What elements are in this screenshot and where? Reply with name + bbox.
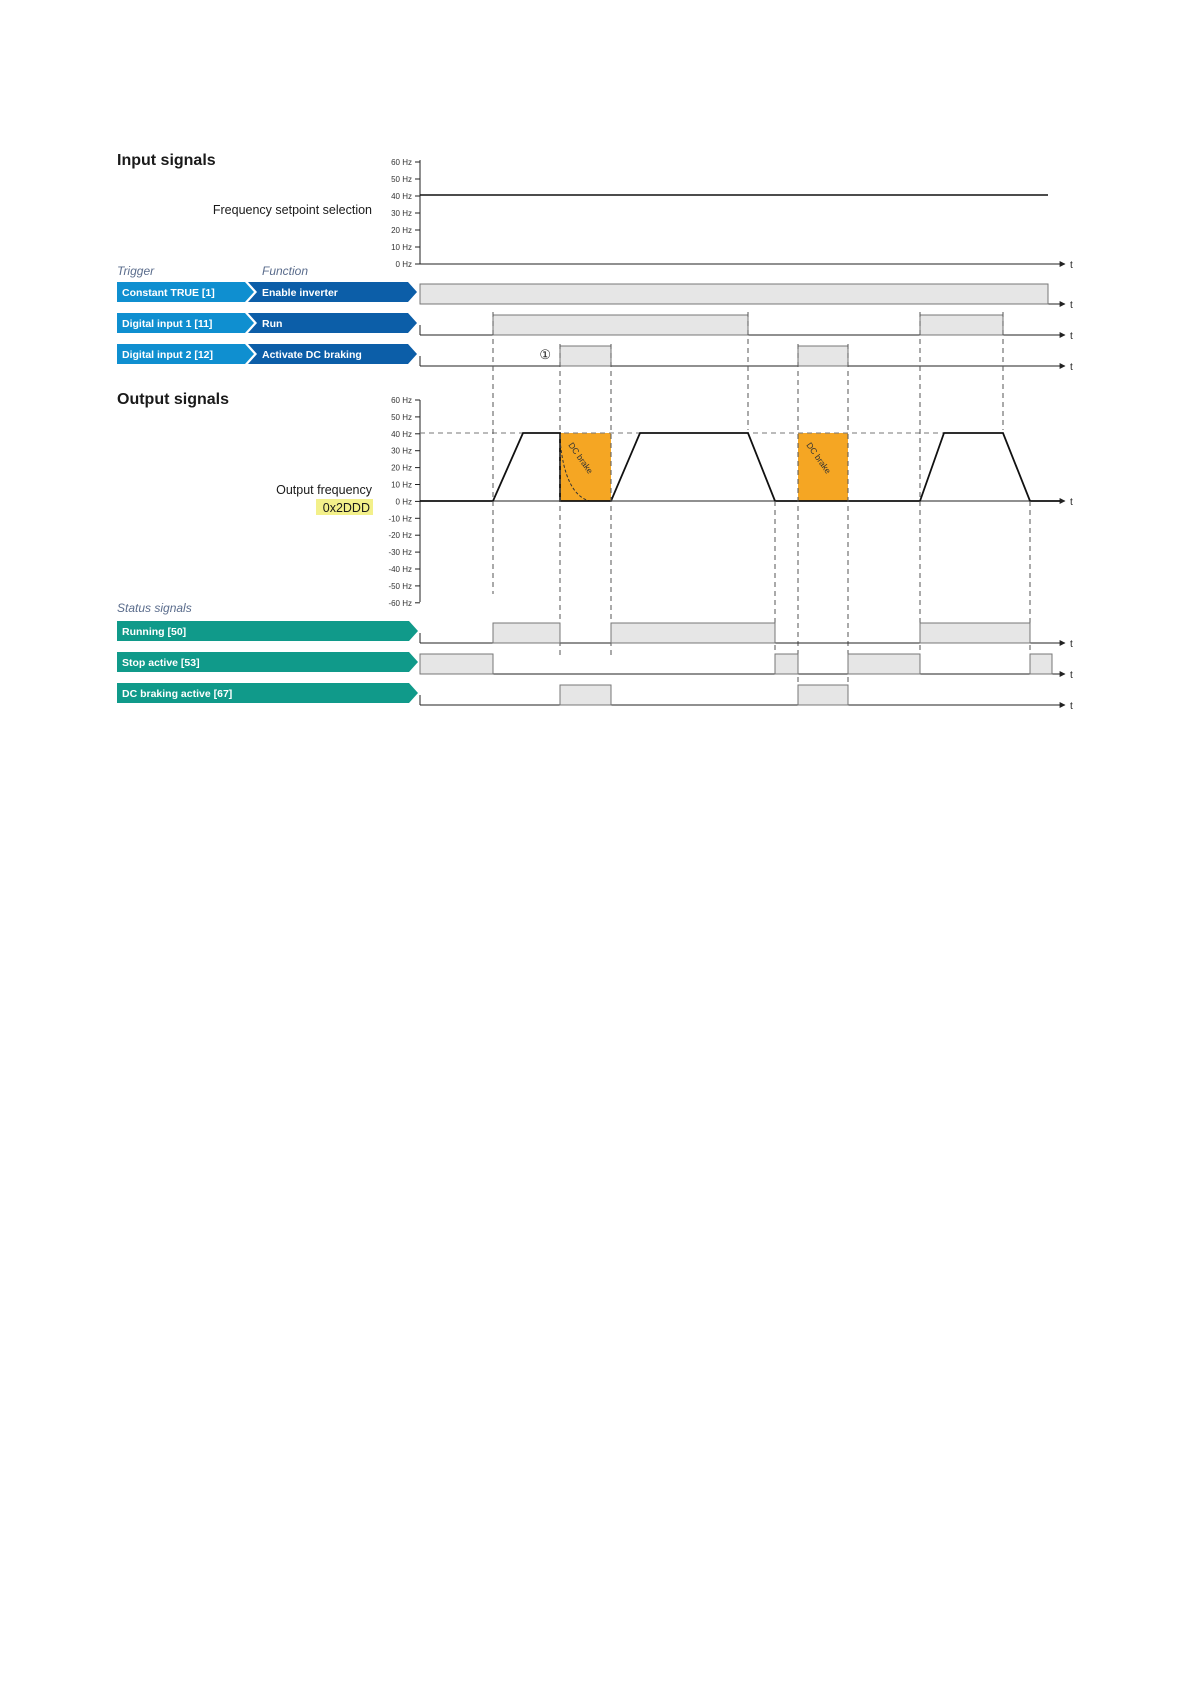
function-tag-3-label: Activate DC braking bbox=[262, 349, 362, 361]
freq-setpoint-tick-label: 10 Hz bbox=[391, 243, 412, 252]
status-2-pulse-4 bbox=[1030, 654, 1052, 674]
dc-brake-label-2: DC brake bbox=[804, 440, 834, 476]
output-frequency-tick-label: -30 Hz bbox=[388, 548, 412, 558]
freq-setpoint-label: Frequency setpoint selection bbox=[212, 203, 372, 217]
status-3-pulse-2 bbox=[798, 685, 848, 705]
freq-setpoint-tick-label: 50 Hz bbox=[391, 175, 412, 184]
svg-text:t: t bbox=[1070, 362, 1073, 373]
freq-setpoint-tick-label: 30 Hz bbox=[391, 209, 412, 218]
svg-text:t: t bbox=[1070, 331, 1073, 342]
freq-setpoint-tick-label: 20 Hz bbox=[391, 226, 412, 235]
output-frequency-code: 0x2DDD bbox=[322, 501, 370, 515]
status-tag-2-label: Stop active [53] bbox=[122, 657, 200, 669]
status-2-pulse-1 bbox=[420, 654, 493, 674]
trigger-tag-1-label: Constant TRUE [1] bbox=[122, 287, 215, 299]
function-tag-1-label: Enable inverter bbox=[262, 287, 338, 299]
input-3-pulse-1 bbox=[560, 346, 611, 366]
input-3-pulse-2 bbox=[798, 346, 848, 366]
function-heading: Function bbox=[262, 264, 309, 278]
input-rows bbox=[117, 282, 1073, 373]
output-frequency-tick-label: 10 Hz bbox=[391, 480, 412, 490]
trigger-tag-2-label: Digital input 1 [11] bbox=[122, 318, 213, 330]
status-1-pulse-1 bbox=[493, 623, 560, 643]
output-frequency-tick-label: 0 Hz bbox=[395, 497, 412, 507]
status-2-pulse-2 bbox=[775, 654, 798, 674]
freq-setpoint-tick-label: 60 Hz bbox=[391, 158, 412, 167]
timing-diagram bbox=[0, 0, 1191, 720]
status-1-pulse-3 bbox=[920, 623, 1030, 643]
freq-setpoint-tick-label: 0 Hz bbox=[395, 260, 412, 269]
status-2-pulse-3 bbox=[848, 654, 920, 674]
freq-setpoint-tick-label: 40 Hz bbox=[391, 192, 412, 201]
svg-text:t: t bbox=[1070, 497, 1073, 508]
output-frequency-tick-label: -40 Hz bbox=[388, 565, 412, 574]
output-frequency-axis bbox=[388, 396, 420, 608]
svg-text:t: t bbox=[1070, 701, 1073, 712]
trigger-tag-3-label: Digital input 2 [12] bbox=[122, 349, 214, 361]
svg-text:t: t bbox=[1070, 670, 1073, 681]
input-2-pulse-2 bbox=[920, 315, 1003, 335]
output-frequency-tick-label: 20 Hz bbox=[391, 463, 412, 473]
input-signals-heading: Input signals bbox=[117, 152, 216, 169]
marker-1: ① bbox=[539, 347, 551, 362]
output-frequency-tick-label: -60 Hz bbox=[388, 598, 412, 608]
output-signals-heading: Output signals bbox=[117, 391, 229, 408]
output-frequency-tick-label: 60 Hz bbox=[391, 396, 412, 405]
svg-text:t: t bbox=[1070, 639, 1073, 650]
freq-setpoint-axis bbox=[391, 158, 420, 269]
trigger-heading: Trigger bbox=[117, 264, 155, 278]
output-frequency-tick-label: 40 Hz bbox=[391, 429, 412, 439]
status-3-pulse-1 bbox=[560, 685, 611, 705]
status-tag-1-label: Running [50] bbox=[122, 626, 187, 638]
output-frequency-tick-label: 50 Hz bbox=[391, 412, 412, 422]
output-frequency-tick-label: -10 Hz bbox=[388, 514, 412, 524]
svg-text:t: t bbox=[1070, 300, 1073, 311]
output-frequency-label: Output frequency bbox=[276, 483, 372, 497]
time-axis-label: t bbox=[1070, 260, 1073, 271]
output-frequency-tick-label: -50 Hz bbox=[388, 581, 412, 591]
output-frequency-tick-label: 30 Hz bbox=[391, 446, 412, 456]
status-signals-heading: Status signals bbox=[117, 601, 192, 615]
status-tag-3-label: DC braking active [67] bbox=[122, 688, 233, 700]
dc-brake-label-1: DC brake bbox=[566, 440, 596, 476]
input-1-pulse-1 bbox=[420, 284, 1048, 304]
output-frequency-curve bbox=[420, 433, 1060, 501]
output-frequency-tick-label: -20 Hz bbox=[388, 531, 412, 541]
input-2-pulse-1 bbox=[493, 315, 748, 335]
status-rows bbox=[117, 621, 1073, 712]
status-1-pulse-2 bbox=[611, 623, 775, 643]
function-tag-2-label: Run bbox=[262, 318, 283, 330]
